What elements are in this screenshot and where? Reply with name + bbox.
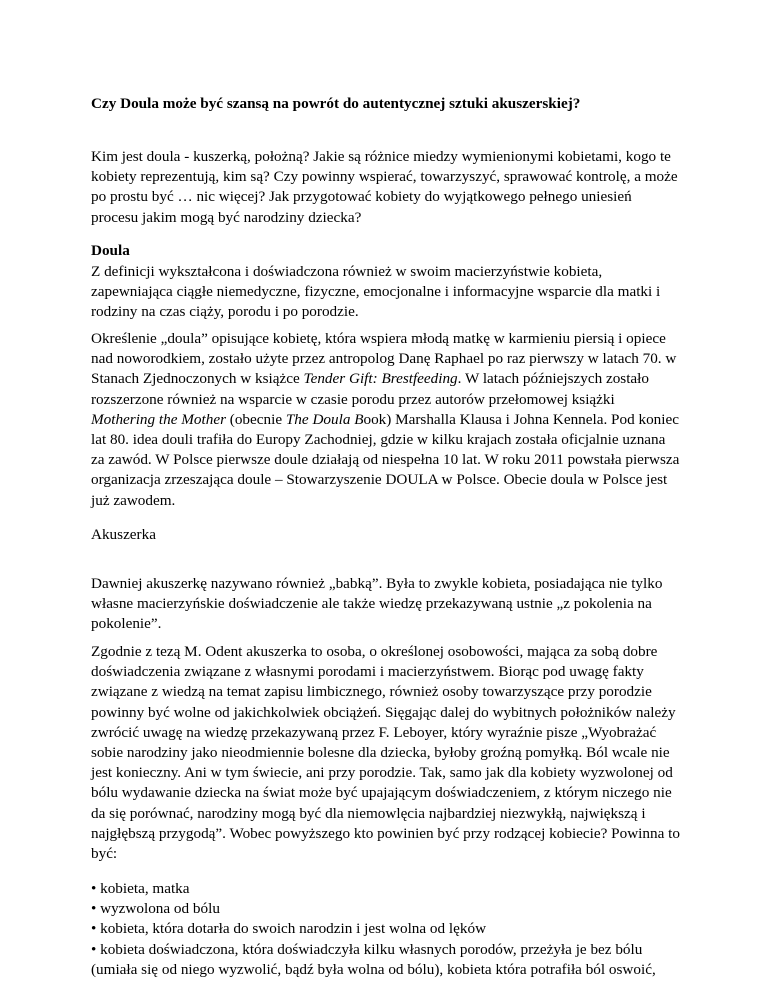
- doula-p2-text-c: (obecnie: [225, 410, 286, 428]
- list-item: • wyzwolona od bólu: [91, 900, 220, 918]
- list-item: • kobieta, matka: [91, 880, 190, 897]
- doula-p2-text-a: Określenie „doula” opisujące kobietę, która wspiera młodą matkę w karmieniu piersią i opiece nad noworodkiem, zostało użyte przez antropolog Danę Raphael po raz pierwszy w latach 70. w Stanach Zjednoczonych w książce: [91, 330, 677, 388]
- doula-p2-book-2: Mothering the Mother: [91, 410, 226, 428]
- doula-p2-text-d: ook) Marshalla Klausa i Johna Kennela. Pod koniec lat 80. idea douli trafiła do Europy Zachodniej, gdzie w kilku krajach została oficjalnie uznana za zawód. W Polsce pierwsze doule działają od niespełna 10 lat. W roku 2011 powstała pierwsza organizacja zrzeszająca doule – Stowarzyszenie DOULA w Polsce. Obecie doula w Polsce jest już zawodem.: [91, 410, 680, 509]
- doula-p2-text-b: . W latach późniejszych zostało rozszerzone również na wsparcie w czasie porodu przez autorów przełomowej książki: [91, 370, 649, 408]
- akuszerka-bullet-list: [91, 879, 681, 980]
- document-title: Czy Doula może być szansą na powrót do autentycznej sztuki akuszerskiej?: [91, 95, 581, 112]
- list-item: • kobieta doświadczona, która doświadczyła kilku własnych porodów, przeżyła je bez bólu (umiała się od niego wyzwolić, bądź była wolna od bólu), kobieta która potrafiła ból oswoić,: [91, 940, 656, 978]
- doula-paragraph-1: Z definicji wykształcona i doświadczona również w swoim macierzyństwie kobieta, zapewniająca ciągłe niemedyczne, fizyczne, emocjonalne i informacyjne wsparcie dla matki i rodziny na czas ciąży, porodu i po porodzie.: [91, 263, 661, 321]
- list-item: • kobieta, która dotarła do swoich narodzin i jest wolna od lęków: [91, 920, 487, 938]
- doula-p2-book-3: The Doula B: [285, 410, 364, 428]
- akuszerka-paragraph-2: Zgodnie z tezą M. Odent akuszerka to osoba, o określonej osobowości, mająca za sobą dobre doświadczenia związane z własnymi porodami i macierzyństwem. Biorąc pod uwagę fakty związane z wiedzą na temat zapisu limbicznego, również osoby towarzyszące przy porodzie powinny być wolne od jakichkolwiek obciążeń. Sięgając dalej do wybitnych położników należy zwrócić uwagę na wiedzę przekazywaną przez F. Leboyer, który wyraźnie pisze „Wyobrażać sobie narodziny jako nieodmiennie bolesne dla dziecka, byłoby groźną pomyłką. Ból wcale nie jest konieczny. Ani w tym świecie, ani przy porodzie. Tak, samo jak dla kobiety wyzwolonej od bólu wydawanie dziecka na świat może być upajającym doświadczeniem, z którym niczego nie da się porównać, narodziny mogą być dla niemowlęcia najbardziej niezwykłą, największą i najgłębszą przygodą”. Wobec powyższego kto powinien być przy rodzącej kobiecie? Powinna to być:: [91, 643, 680, 863]
- doula-p2-book-1: Tender Gift: Brestfeeding: [303, 370, 458, 388]
- heading-doula: Doula: [91, 242, 130, 259]
- heading-akuszerka: Akuszerka: [91, 526, 156, 543]
- akuszerka-paragraph-1: Dawniej akuszerkę nazywano również „babką”. Była to zwykle kobieta, posiadająca nie tylko własne macierzyńskie doświadczenie ale także wiedzę przekazywaną ustnie „z pokolenia na pokolenie”.: [91, 575, 663, 633]
- doula-paragraph-2: [91, 329, 681, 511]
- intro-paragraph: Kim jest doula - kuszerką, położną? Jakie są różnice miedzy wymienionymi kobietami, kogo te kobiety reprezentują, kim są? Czy powinny wspierać, towarzyszyć, sprawować kontrolę, a może po prostu być … nic więcej? Jak przygotować kobiety do wyjątkowego pełnego uniesień procesu jakim mogą być narodziny dziecka?: [91, 148, 678, 226]
